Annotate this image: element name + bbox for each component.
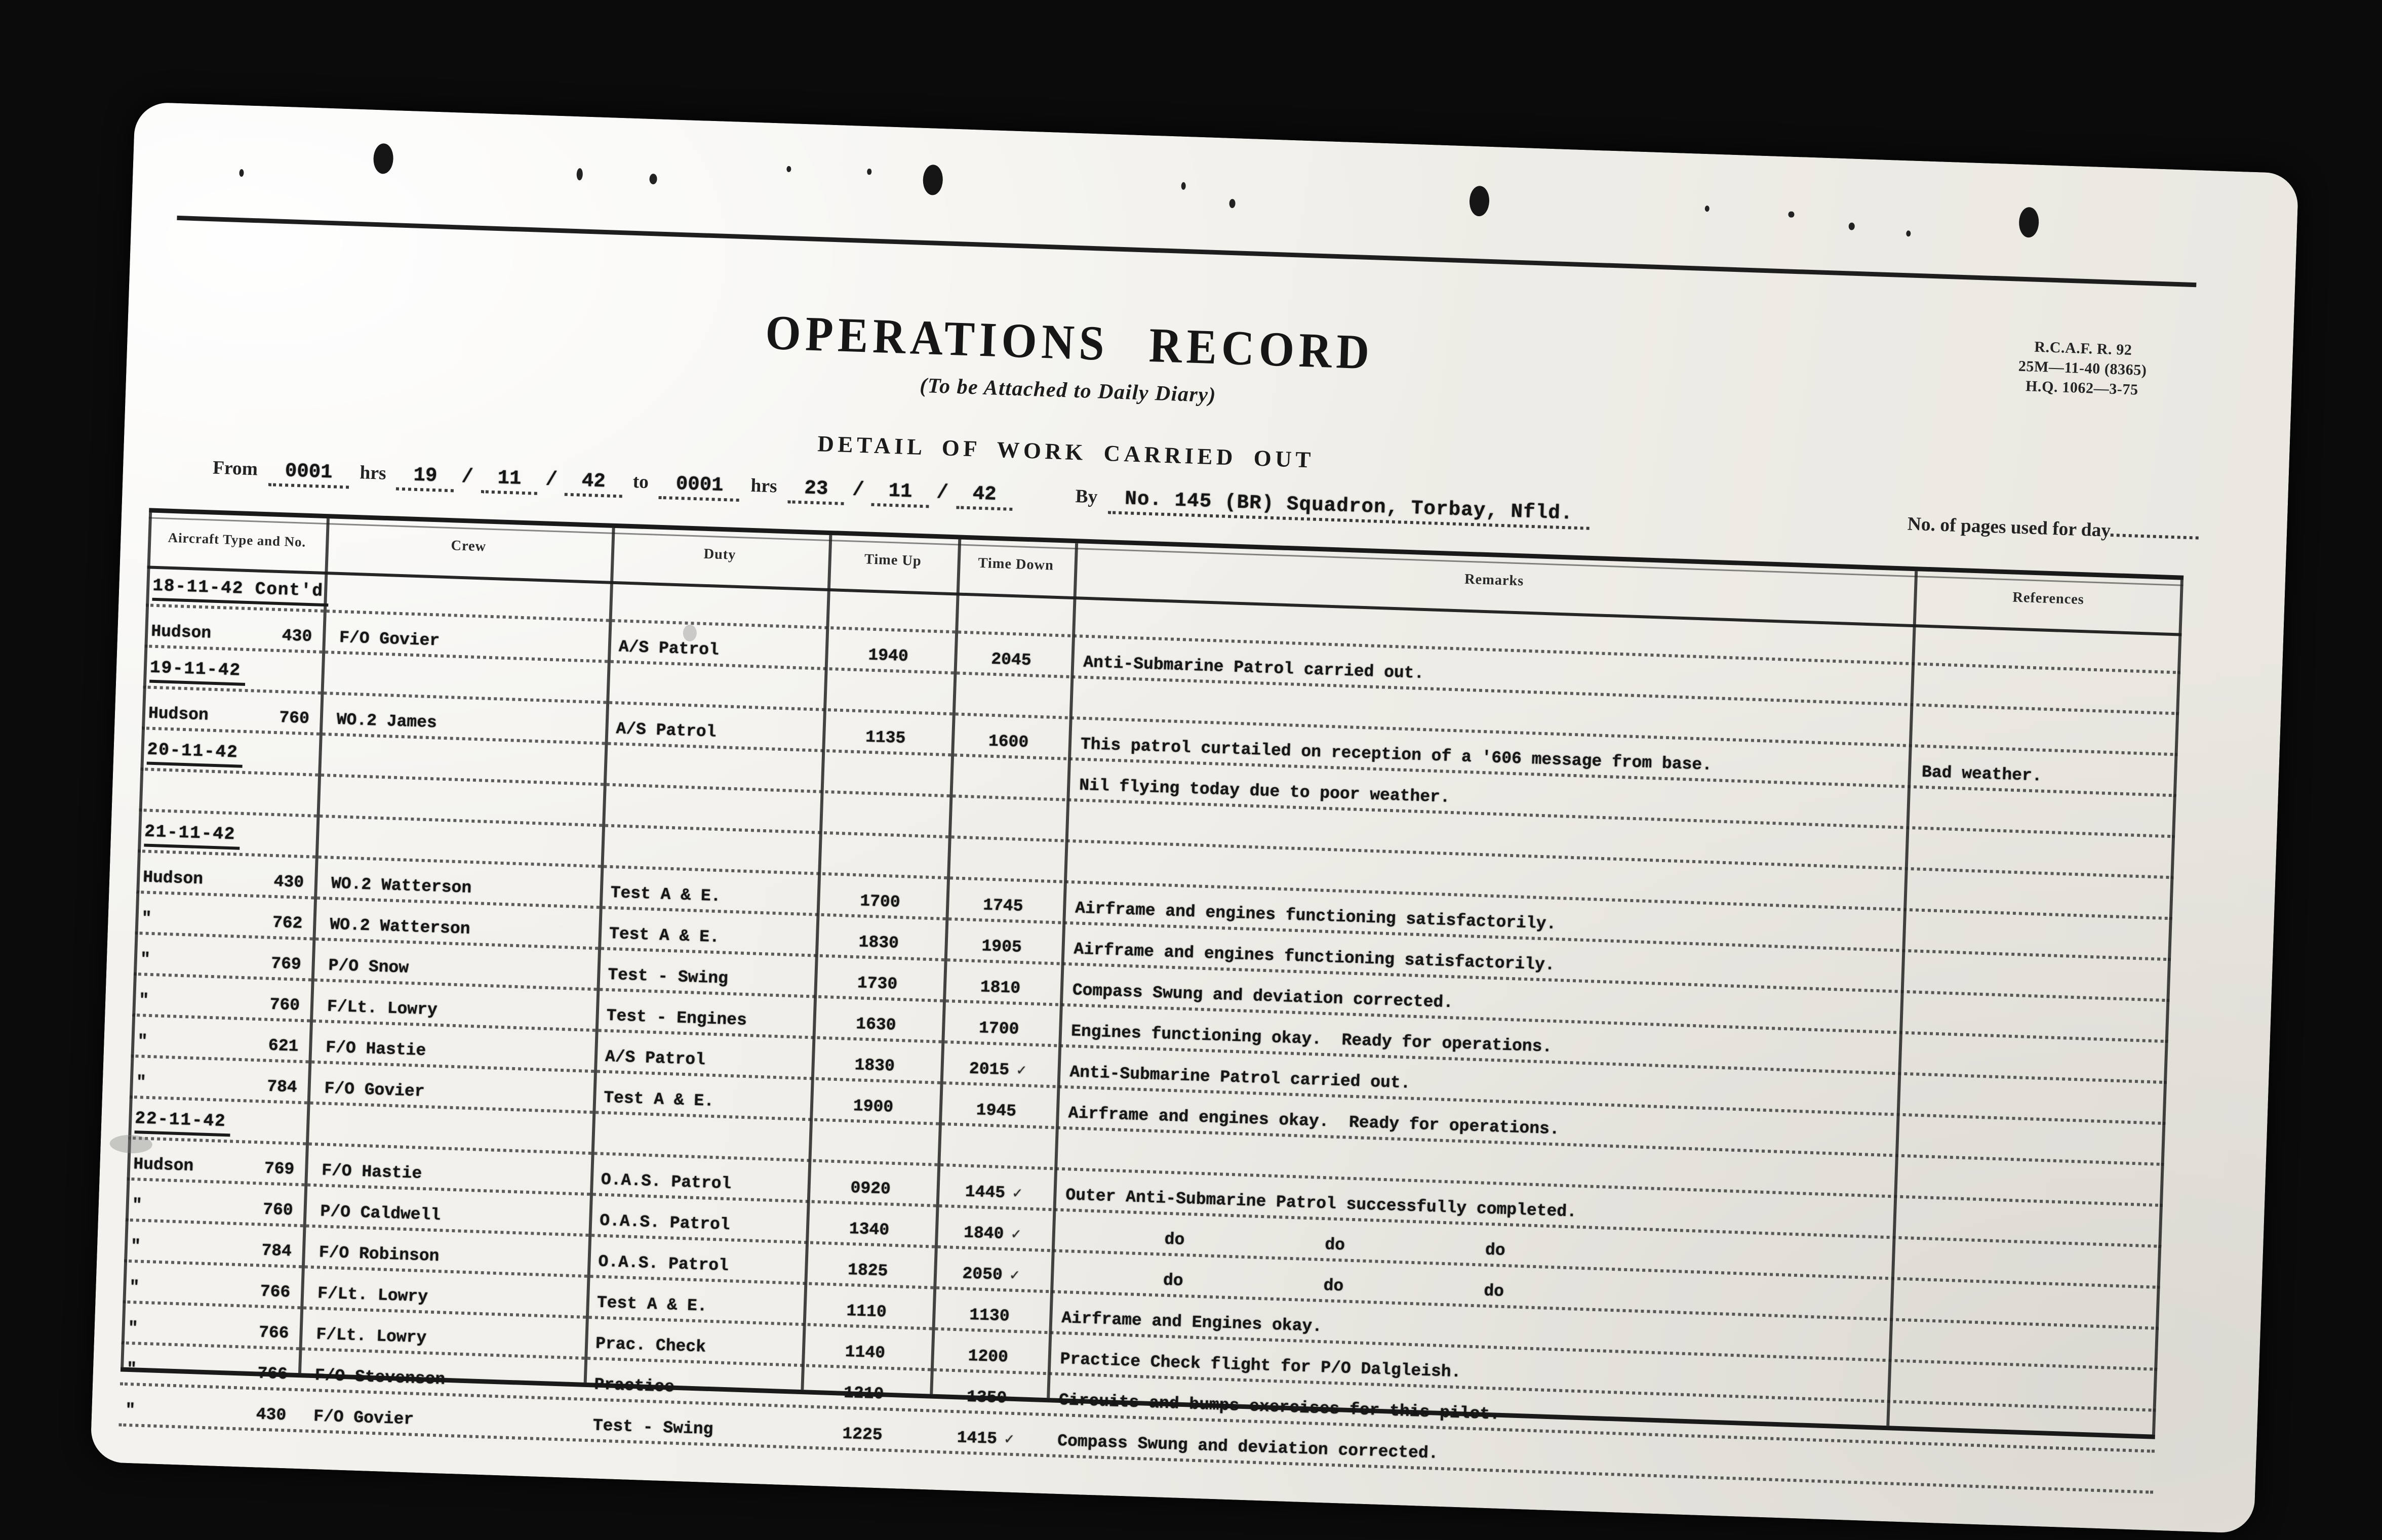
time-down-cell: 2045: [990, 651, 1032, 671]
crew-cell: WO.2 Watterson: [331, 875, 472, 899]
time-up-cell: 1140: [845, 1344, 886, 1364]
duty-cell: O.A.S. Patrol: [599, 1212, 731, 1236]
remarks-cell: do do do: [1062, 1269, 1504, 1302]
remarks-cell: Airframe and engines okay. Ready for operations.: [1068, 1105, 1560, 1140]
duty-cell: A/S Patrol: [618, 639, 720, 661]
crew-cell: F/Lt. Lowry: [315, 1326, 427, 1349]
aircraft-type-cell: Hudson: [142, 869, 204, 890]
time-down-cell: 1840 ✓: [963, 1225, 1021, 1245]
date-label: 20-11-42: [147, 741, 244, 768]
pages-used: [1907, 512, 2199, 546]
table-rows: [121, 565, 2181, 1464]
aircraft-number-cell: 766: [258, 1324, 290, 1344]
time-down-cell: 1945: [976, 1102, 1017, 1122]
pages-used-label: No. of pages used for day: [1907, 513, 2111, 541]
remarks-cell: This patrol curtailed on reception of a '606 message from base.: [1080, 736, 1713, 776]
aircraft-type-cell: Hudson: [150, 623, 212, 644]
duty-cell: Test - Engines: [606, 1007, 747, 1031]
duty-cell: Test A & E.: [610, 885, 722, 907]
time-down-cell: 1415 ✓: [957, 1430, 1014, 1450]
to-year-value: 42: [956, 481, 1014, 511]
crew-cell: P/O Snow: [328, 957, 409, 979]
remarks-cell: Anti-Submarine Patrol carried out.: [1083, 654, 1424, 684]
duty-cell: Test - Swing: [607, 966, 729, 989]
date-label: 22-11-42: [134, 1109, 231, 1137]
from-day-value: 19: [396, 463, 455, 493]
header-remarks: Remarks: [1464, 573, 1524, 590]
form-ref-line: H.Q. 1062—3-75: [2025, 379, 2139, 399]
crew-cell: F/O Stevenson: [314, 1367, 446, 1390]
time-down-cell: 1445 ✓: [965, 1184, 1022, 1204]
crew-cell: F/O Govier: [339, 630, 440, 652]
aircraft-number-cell: 762: [272, 914, 303, 934]
punch-hole: [2018, 207, 2039, 238]
remarks-cell: Practice Check flight for P/O Dalgleish.: [1060, 1351, 1461, 1383]
aircraft-type-cell: ": [137, 1033, 148, 1052]
date-separator: /: [936, 480, 949, 504]
form-ref-line: R.C.A.F. R. 92: [2034, 339, 2132, 360]
page-title: OPERATIONS RECORD: [764, 306, 1375, 381]
ink-speck: [1181, 182, 1185, 190]
ink-speck: [1229, 199, 1236, 208]
remarks-cell: Outer Anti-Submarine Patrol successfully completed.: [1065, 1187, 1577, 1223]
remarks-cell: Compass Swung and deviation corrected.: [1057, 1433, 1439, 1464]
check-mark: ✓: [1010, 1269, 1020, 1286]
duty-cell: Prac. Check: [595, 1335, 706, 1358]
time-down-cell: 2015 ✓: [969, 1061, 1026, 1081]
ink-speck: [576, 168, 583, 180]
duty-cell: Test - Swing: [592, 1417, 713, 1440]
aircraft-type-cell: ": [141, 910, 152, 929]
crew-cell: F/O Robinson: [319, 1244, 440, 1267]
aircraft-number-cell: 766: [257, 1365, 288, 1385]
time-up-cell: 1225: [842, 1426, 883, 1446]
aircraft-type-cell: ": [138, 992, 149, 1011]
from-month-value: 11: [481, 466, 539, 495]
crew-cell: F/O Hastie: [321, 1162, 422, 1184]
time-down-cell: 1745: [982, 897, 1023, 917]
hrs-label: hrs: [359, 462, 387, 484]
remarks-cell: Airframe and engines functioning satisfactorily.: [1075, 900, 1557, 935]
punch-hole: [923, 165, 943, 195]
form-ref-line: 25M—11-40 (8365): [2018, 358, 2147, 380]
remarks-cell: Airframe and engines functioning satisfactorily.: [1073, 941, 1556, 976]
top-rule: [177, 216, 2196, 287]
date-separator: /: [461, 465, 474, 489]
aircraft-number-cell: 766: [260, 1283, 291, 1303]
time-up-cell: 1210: [843, 1385, 884, 1405]
remarks-cell: Circuits and bumps exercises for this pilot.: [1058, 1392, 1500, 1425]
time-down-cell: 1905: [981, 938, 1022, 958]
check-mark: ✓: [1011, 1228, 1021, 1245]
header-crew: Crew: [450, 539, 487, 556]
time-down-cell: 1130: [969, 1307, 1010, 1327]
ink-speck: [1788, 211, 1794, 217]
to-time-value: 0001: [659, 472, 740, 502]
from-label: From: [212, 457, 258, 480]
duty-cell: Test A & E.: [603, 1089, 714, 1112]
aircraft-type-cell: ": [128, 1320, 139, 1339]
remarks-cell: Compass Swung and deviation corrected.: [1072, 982, 1454, 1014]
aircraft-number-cell: 769: [270, 955, 302, 975]
remarks-cell: Nil flying today due to poor weather.: [1079, 777, 1451, 808]
punch-hole: [373, 143, 394, 174]
aircraft-number-cell: 760: [269, 996, 300, 1016]
crew-cell: F/O Hastie: [325, 1039, 426, 1062]
ink-speck: [867, 169, 871, 175]
time-up-cell: 1900: [853, 1098, 894, 1118]
time-up-cell: 1110: [846, 1303, 887, 1323]
check-mark: ✓: [1004, 1433, 1014, 1450]
aircraft-number-cell: 430: [273, 873, 304, 893]
duty-cell: Practice: [593, 1376, 675, 1398]
crew-cell: F/Lt. Lowry: [327, 998, 438, 1021]
crew-cell: F/O Govier: [324, 1080, 425, 1103]
aircraft-type-cell: ": [132, 1197, 143, 1216]
header-aircraft: Aircraft Type and No.: [168, 530, 306, 550]
ink-speck: [786, 166, 791, 172]
punch-hole: [1469, 186, 1490, 217]
crew-cell: F/O Govier: [313, 1408, 414, 1430]
crew-cell: WO.2 Watterson: [329, 916, 470, 940]
aircraft-type-cell: ": [140, 951, 151, 970]
aircraft-type-cell: ": [136, 1074, 147, 1093]
to-month-value: 11: [871, 479, 930, 508]
aircraft-number-cell: 621: [268, 1037, 299, 1057]
time-up-cell: 0920: [850, 1180, 891, 1200]
ink-speck: [1705, 206, 1710, 212]
time-up-cell: 1830: [858, 934, 899, 954]
to-label: to: [632, 471, 649, 493]
ink-speck: [1906, 230, 1911, 236]
time-up-cell: 1940: [867, 647, 909, 667]
time-down-cell: 1600: [988, 733, 1029, 753]
aircraft-number-cell: 430: [282, 628, 312, 647]
header-duty: Duty: [703, 547, 736, 564]
date-separator: /: [545, 468, 558, 492]
remarks-cell: Engines functioning okay. Ready for operations.: [1070, 1023, 1553, 1058]
ink-speck: [649, 174, 657, 184]
date-label: 19-11-42: [149, 659, 246, 686]
aircraft-number-cell: 769: [264, 1160, 295, 1180]
aircraft-number-cell: 784: [261, 1242, 292, 1262]
to-day-value: 23: [787, 476, 846, 505]
date-separator: /: [852, 478, 865, 502]
remarks-cell: do do do: [1064, 1228, 1506, 1262]
document-page: [90, 102, 2299, 1533]
time-down-cell: 1200: [968, 1348, 1009, 1368]
duty-cell: O.A.S. Patrol: [598, 1253, 729, 1277]
duty-cell: O.A.S. Patrol: [601, 1171, 732, 1195]
remarks-cell: Airframe and Engines okay.: [1061, 1310, 1323, 1338]
aircraft-type-cell: ": [129, 1279, 140, 1298]
date-label: 18-11-42 Cont'd: [152, 577, 328, 606]
time-up-cell: 1825: [847, 1262, 888, 1282]
header-time-up: Time Up: [864, 553, 922, 571]
duty-cell: Test A & E.: [597, 1294, 708, 1317]
aircraft-type-cell: ": [126, 1361, 137, 1380]
time-down-cell: 1350: [966, 1389, 1007, 1409]
time-up-cell: 1730: [857, 975, 898, 995]
from-year-value: 42: [565, 469, 623, 498]
aircraft-type-cell: ": [130, 1238, 141, 1257]
time-up-cell: 1700: [859, 893, 901, 913]
crew-cell: P/O Caldwell: [320, 1203, 441, 1226]
time-up-cell: 1135: [865, 729, 906, 749]
duty-cell: Test A & E.: [609, 926, 720, 948]
aircraft-number-cell: 784: [266, 1078, 298, 1098]
time-down-cell: 1810: [980, 979, 1021, 999]
by-label: By: [1075, 485, 1098, 508]
section-heading: DETAIL OF WORK CARRIED OUT: [817, 433, 1315, 474]
from-time-value: 0001: [268, 459, 349, 489]
by-value: No. 145 (BR) Squadron, Torbay, Nfld.: [1107, 487, 1590, 530]
duty-cell: A/S Patrol: [615, 721, 717, 743]
time-down-cell: 2050 ✓: [962, 1266, 1020, 1286]
header-references: References: [2012, 591, 2085, 609]
check-mark: ✓: [1012, 1187, 1022, 1204]
time-down-cell: 1700: [978, 1020, 1019, 1040]
reference-cell: Bad weather.: [1921, 764, 2043, 787]
aircraft-number-cell: 430: [256, 1406, 287, 1426]
remarks-cell: Anti-Submarine Patrol carried out.: [1069, 1064, 1411, 1094]
aircraft-number-cell: 760: [279, 710, 310, 730]
aircraft-number-cell: 760: [262, 1201, 294, 1221]
ink-speck: [1848, 222, 1854, 230]
aircraft-type-cell: Hudson: [148, 705, 209, 726]
aircraft-type-cell: Hudson: [133, 1156, 194, 1177]
ink-speck: [239, 169, 244, 177]
duty-cell: A/S Patrol: [605, 1048, 706, 1071]
time-up-cell: 1340: [849, 1221, 890, 1241]
pages-leader: [2111, 518, 2199, 540]
hrs-label: hrs: [750, 474, 778, 497]
date-label: 21-11-42: [144, 822, 241, 849]
time-up-cell: 1630: [855, 1016, 896, 1036]
crew-cell: WO.2 James: [336, 711, 438, 734]
crew-cell: F/Lt. Lowry: [317, 1285, 428, 1308]
page-subtitle: (To be Attached to Daily Diary): [919, 375, 1217, 409]
check-mark: ✓: [1016, 1064, 1026, 1081]
aircraft-type-cell: ": [125, 1402, 136, 1421]
time-up-cell: 1830: [854, 1057, 895, 1077]
operations-table: [121, 508, 2184, 1464]
header-time-down: Time Down: [977, 556, 1054, 575]
